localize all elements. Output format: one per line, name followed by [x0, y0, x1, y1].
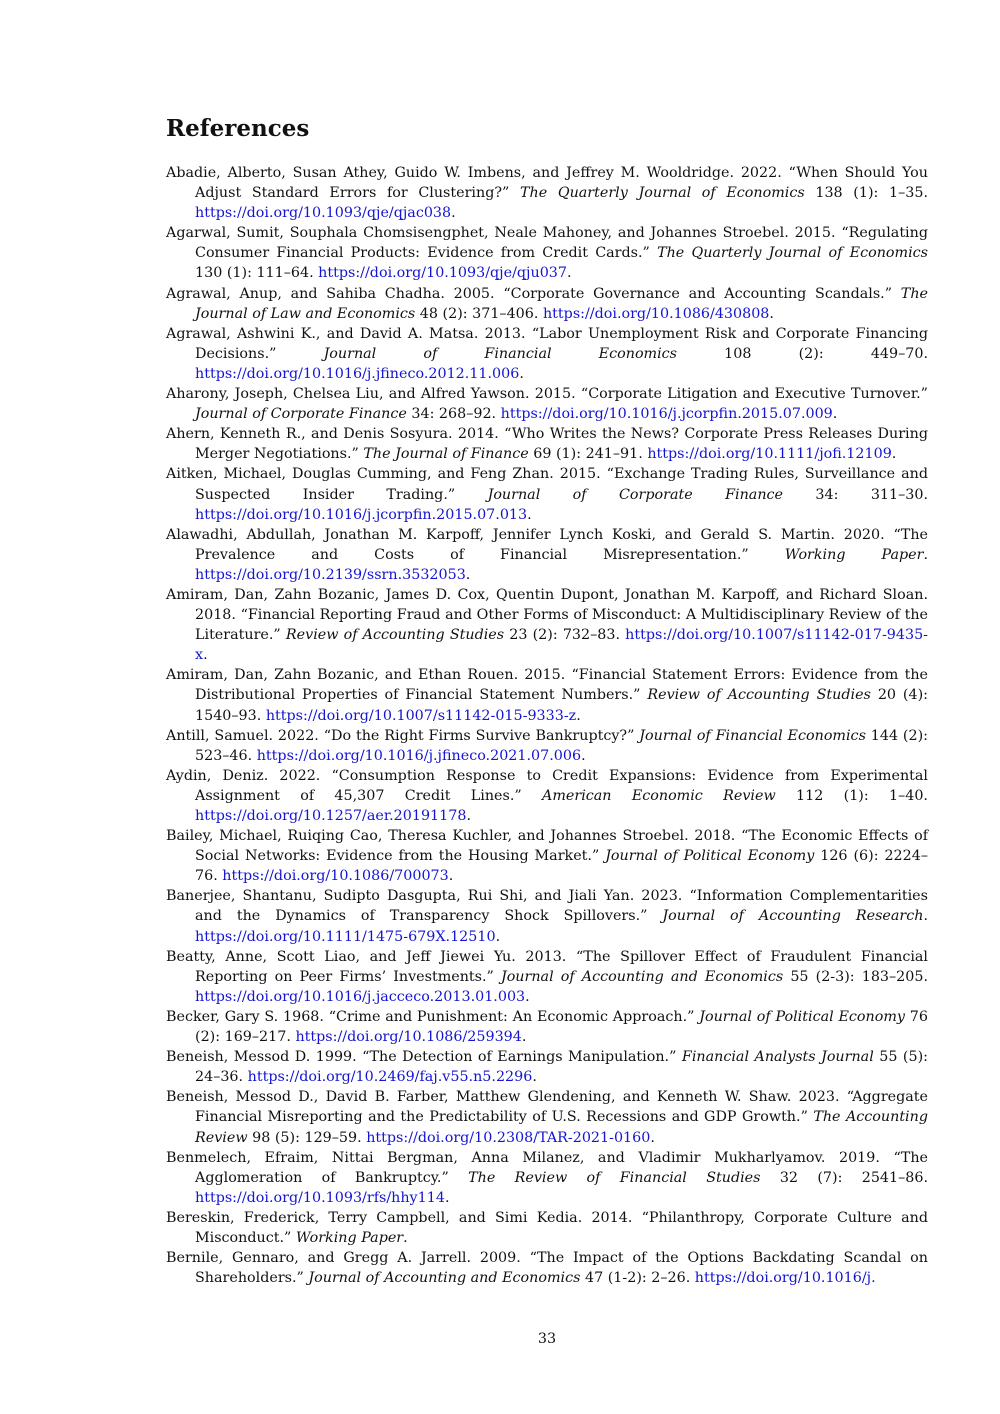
reference-journal: Review of Accounting Studies — [285, 627, 505, 644]
reference-journal: Financial Analysts Journal — [681, 1049, 874, 1066]
reference-entry — [166, 163, 928, 223]
reference-entry — [166, 766, 928, 826]
reference-volume-pages: 126 (6): 2224–76. — [195, 848, 928, 885]
reference-authors-title: Becker, Gary S. 1968. “Crime and Punishment: An Economic Approach.” — [166, 1008, 700, 1025]
reference-journal: Journal of Political Economy — [605, 848, 815, 865]
reference-authors-title: Benmelech, Efraim, Nittai Bergman, Anna Milanez, and Vladimir Mukharlyamov. 2019. “The Agglomeration of Bankruptcy.” — [166, 1149, 928, 1186]
reference-doi-link[interactable]: https://doi.org/10.1093/rfs/hhy114 — [195, 1189, 445, 1206]
reference-doi-link[interactable]: https://doi.org/10.1016/j.jfineco.2012.11.006 — [195, 365, 520, 382]
reference-list — [166, 163, 928, 1288]
reference-entry — [166, 464, 928, 524]
reference-doi-link[interactable]: https://doi.org/10.1111/1475-679X.12510 — [195, 928, 496, 945]
reference-end-punctuation: . — [465, 566, 471, 583]
reference-authors-title: Alawadhi, Abdullah, Jonathan M. Karpoff, Jennifer Lynch Koski, and Gerald S. Martin. 2020. “The Prevalence and Costs of Financial Misrepresentation.” — [166, 526, 928, 563]
reference-volume-pages: 130 (1): 111–64. — [195, 265, 319, 282]
reference-authors-title: Beneish, Messod D., David B. Farber, Matthew Glendening, and Kenneth W. Shaw. 2023. “Aggregate Financial Misreporting and the Predictability of U.S. Recessions and GDP Growth.” — [166, 1089, 928, 1126]
reference-volume-pages: 48 (2): 371–406. — [415, 305, 543, 322]
reference-end-punctuation: . — [566, 265, 572, 282]
reference-authors-title: Antill, Samuel. 2022. “Do the Right Firms Survive Bankruptcy?” — [166, 727, 640, 744]
reference-end-punctuation: . — [525, 988, 530, 1005]
reference-volume-pages: . — [403, 1229, 408, 1246]
reference-entry — [166, 1087, 928, 1147]
reference-doi-link[interactable]: https://doi.org/10.1007/s11142-015-9333-z — [265, 707, 577, 724]
reference-journal: Journal of Financial Economics — [639, 727, 866, 744]
reference-authors-title: Bereskin, Frederick, Terry Campbell, and Simi Kedia. 2014. “Philanthropy, Corporate Culture and Misconduct.” — [166, 1209, 928, 1246]
reference-doi-link[interactable]: https://doi.org/10.1007/s11142-017-9435-x — [195, 627, 929, 664]
reference-journal: Working Paper — [295, 1229, 404, 1246]
reference-end-punctuation: . — [832, 406, 838, 423]
reference-volume-pages: 23 (2): 732–83. — [504, 627, 626, 644]
reference-journal: Journal of Corporate Finance — [195, 406, 407, 423]
reference-doi-link[interactable]: https://doi.org/10.1086/700073 — [222, 868, 449, 885]
reference-authors-title: Banerjee, Shantanu, Sudipto Dasgupta, Rui Shi, and Jiali Yan. 2023. “Information Complementarities and the Dynamics of Transparency Shock Spillovers.” — [166, 888, 928, 925]
reference-end-punctuation: . — [576, 707, 581, 724]
reference-entry — [166, 947, 928, 1007]
reference-end-punctuation: . — [448, 868, 454, 885]
reference-authors-title: Abadie, Alberto, Susan Athey, Guido W. Imbens, and Jeffrey M. Wooldridge. 2022. “When Should You Adjust Standard Errors for Clustering?” — [166, 165, 928, 202]
reference-journal: The Quarterly Journal of Economics — [520, 185, 805, 202]
reference-authors-title: Bailey, Michael, Ruiqing Cao, Theresa Kuchler, and Johannes Stroebel. 2018. “The Economic Effects of Social Networks: Evidence from the Housing Market.” — [166, 828, 928, 865]
reference-journal: The Review of Financial Studies — [468, 1169, 761, 1186]
reference-journal: Review of Accounting Studies — [647, 687, 871, 704]
reference-end-punctuation: . — [203, 647, 208, 664]
reference-volume-pages: 98 (5): 129–59. — [247, 1129, 367, 1146]
reference-volume-pages: . — [923, 908, 928, 925]
reference-doi-link[interactable]: https://doi.org/10.1016/j.jacceco.2013.01.003 — [195, 988, 526, 1005]
reference-authors-title: Beatty, Anne, Scott Liao, and Jeff Jiewei Yu. 2013. “The Spillover Effect of Fraudulent Financial Reporting on Peer Firms’ Investments.” — [166, 948, 928, 985]
reference-doi-link[interactable]: https://doi.org/10.1016/j.jcorpfin.2015.07.009 — [500, 406, 833, 423]
reference-volume-pages: 144 (2): 523–46. — [195, 727, 928, 764]
page-title: References — [166, 115, 310, 142]
reference-doi-link[interactable]: https://doi.org/10.2469/faj.v55.n5.2296 — [247, 1069, 533, 1086]
reference-authors-title: Aitken, Michael, Douglas Cumming, and Feng Zhan. 2015. “Exchange Trading Rules, Surveillance and Suspected Insider Trading.” — [166, 466, 928, 503]
reference-end-punctuation: . — [451, 205, 456, 222]
reference-journal: Journal of Financial Economics — [323, 345, 678, 362]
reference-doi-link[interactable]: https://doi.org/10.1086/430808 — [542, 305, 770, 322]
reference-entry — [166, 585, 928, 665]
reference-end-punctuation: . — [527, 506, 532, 523]
reference-entry — [166, 384, 928, 424]
reference-entry — [166, 284, 928, 324]
reference-volume-pages: 55 (5): 24–36. — [195, 1049, 928, 1086]
reference-authors-title: Amiram, Dan, Zahn Bozanic, James D. Cox, Quentin Dupont, Jonathan M. Karpoff, and Richard Sloan. 2018. “Financial Reporting Fraud and Other Forms of Misconduct: A Multidisciplinary Review of the Literature.” — [166, 586, 928, 644]
reference-journal: The Quarterly Journal of Economics — [657, 245, 928, 262]
reference-doi-link[interactable]: https://doi.org/10.1016/j.jcorpfin.2015.07.013 — [195, 506, 528, 523]
reference-authors-title: Bernile, Gennaro, and Gregg A. Jarrell. 2009. “The Impact of the Options Backdating Scandal on Shareholders.” — [166, 1250, 928, 1287]
reference-doi-link[interactable]: https://doi.org/10.2308/TAR-2021-0160 — [366, 1129, 651, 1146]
reference-doi-link[interactable]: https://doi.org/10.1257/aer.20191178 — [195, 808, 467, 824]
reference-journal: Journal of Accounting and Economics — [308, 1270, 581, 1287]
reference-entry — [166, 1047, 928, 1087]
reference-doi-link[interactable]: https://doi.org/10.1093/qje/qjac038 — [195, 205, 452, 222]
reference-authors-title: Agrawal, Anup, and Sahiba Chadha. 2005. “Corporate Governance and Accounting Scandals.” — [166, 285, 901, 302]
reference-end-punctuation: . — [769, 305, 774, 322]
reference-journal: Journal of Political Economy — [699, 1008, 905, 1025]
reference-journal: The Journal of Finance — [363, 446, 529, 463]
reference-end-punctuation: . — [521, 1029, 527, 1046]
reference-authors-title: Beneish, Messod D. 1999. “The Detection of Earnings Manipulation.” — [166, 1049, 682, 1066]
reference-entry — [166, 324, 928, 384]
reference-doi-link[interactable]: https://doi.org/10.1111/jofi.12109 — [647, 446, 892, 463]
reference-volume-pages: 108 (2): 449–70. — [677, 345, 928, 362]
reference-end-punctuation: . — [466, 808, 471, 824]
reference-doi-link[interactable]: https://doi.org/10.2139/ssrn.3532053 — [195, 566, 466, 583]
reference-entry — [166, 1148, 928, 1208]
reference-journal: American Economic Review — [542, 787, 776, 804]
reference-volume-pages: 112 (1): 1–40. — [775, 787, 928, 804]
reference-authors-title: Agrawal, Ashwini K., and David A. Matsa. 2013. “Labor Unemployment Risk and Corporate Financing Decisions.” — [166, 325, 928, 362]
reference-entry — [166, 726, 928, 766]
reference-volume-pages: . — [923, 546, 928, 563]
reference-volume-pages: 34: 268–92. — [406, 406, 501, 423]
reference-entry — [166, 1248, 928, 1288]
reference-end-punctuation: . — [495, 928, 501, 945]
reference-doi-link[interactable]: https://doi.org/10.1016/j. — [694, 1270, 876, 1287]
page-number: 33 — [537, 1331, 557, 1347]
reference-authors-title: Agarwal, Sumit, Souphala Chomsisengphet, Neale Mahoney, and Johannes Stroebel. 2015. “Regulating Consumer Financial Products: Evidence from Credit Cards.” — [166, 225, 928, 262]
reference-journal: Journal of Corporate Finance — [487, 486, 783, 503]
reference-authors-title: Aharony, Joseph, Chelsea Liu, and Alfred Yawson. 2015. “Corporate Litigation and Executive Turnover.” — [166, 386, 928, 403]
reference-end-punctuation: . — [650, 1129, 655, 1146]
reference-authors-title: Aydin, Deniz. 2022. “Consumption Response to Credit Expansions: Evidence from Experimental Assignment of 45,307 Credit Lines.” — [166, 767, 928, 804]
reference-entry — [166, 223, 928, 283]
reference-doi-link[interactable]: https://doi.org/10.1093/qje/qju037 — [318, 265, 567, 282]
reference-end-punctuation: . — [519, 365, 524, 382]
reference-journal: Journal of Accounting Research — [662, 908, 924, 925]
reference-entry — [166, 525, 928, 585]
reference-journal: The Accounting Review — [195, 1109, 928, 1146]
reference-doi-link[interactable]: https://doi.org/10.1016/j.jfineco.2021.07.006 — [256, 747, 582, 764]
reference-volume-pages: 20 (4): 1540–93. — [195, 687, 928, 724]
reference-entry — [166, 1007, 928, 1047]
reference-volume-pages: 138 (1): 1–35. — [804, 185, 928, 202]
reference-end-punctuation: . — [891, 446, 897, 463]
reference-authors-title: Ahern, Kenneth R., and Denis Sosyura. 2014. “Who Writes the News? Corporate Press Releases During Merger Negotiations.” — [166, 426, 928, 463]
reference-end-punctuation: . — [444, 1189, 450, 1206]
reference-volume-pages: 76 (2): 169–217. — [195, 1008, 928, 1046]
reference-volume-pages: 34: 311–30. — [783, 486, 928, 503]
reference-entry — [166, 1208, 928, 1248]
reference-entry — [166, 665, 928, 725]
reference-journal: Journal of Accounting and Economics — [500, 968, 784, 985]
reference-authors-title: Amiram, Dan, Zahn Bozanic, and Ethan Rouen. 2015. “Financial Statement Errors: Evidence from the Distributional Properties of Financial Statement Numbers.” — [166, 667, 928, 704]
reference-volume-pages: 32 (7): 2541–86. — [760, 1169, 929, 1186]
reference-journal: Working Paper — [784, 546, 924, 563]
reference-entry — [166, 826, 928, 886]
reference-volume-pages: 69 (1): 241–91. — [528, 446, 648, 463]
reference-entry — [166, 886, 928, 946]
reference-doi-link[interactable]: https://doi.org/10.1086/259394 — [295, 1029, 522, 1046]
reference-volume-pages: 47 (1-2): 2–26. — [580, 1270, 695, 1287]
reference-end-punctuation: . — [581, 747, 586, 764]
reference-journal: The Journal of Law and Economics — [195, 285, 928, 322]
reference-end-punctuation: . — [532, 1069, 537, 1086]
reference-entry — [166, 424, 928, 464]
reference-volume-pages: 55 (2-3): 183–205. — [783, 968, 929, 985]
